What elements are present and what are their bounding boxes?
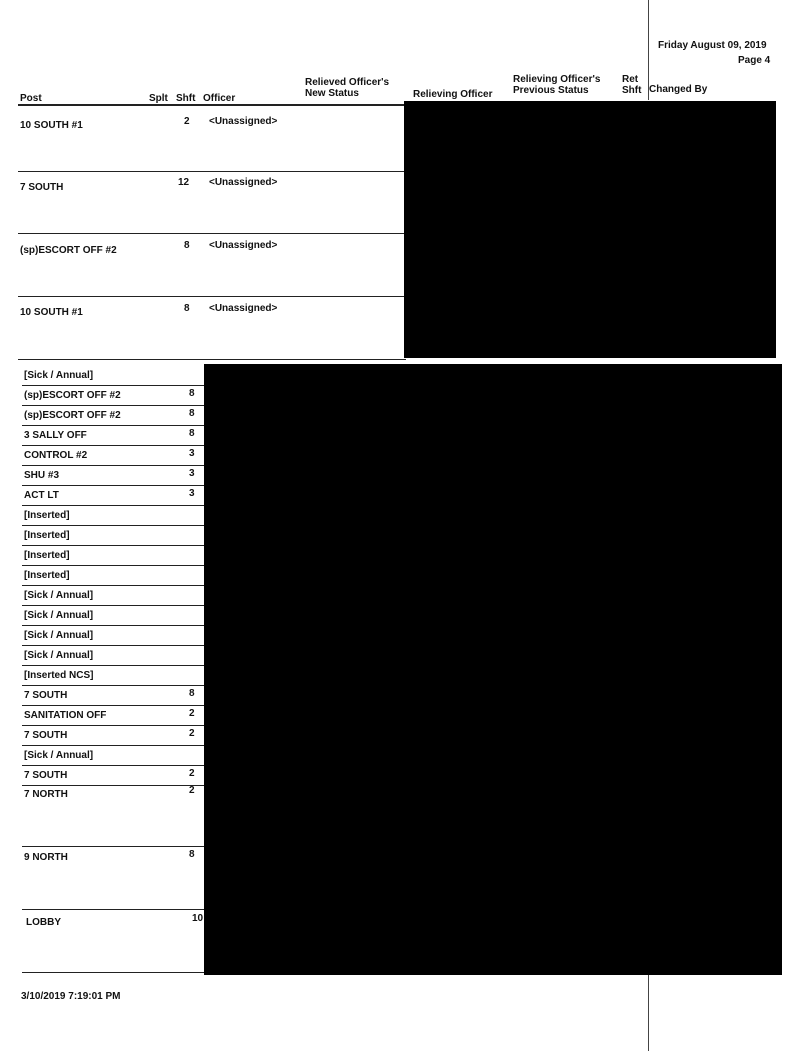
scan-line-bottom [648,975,649,1051]
row-post: 9 NORTH [24,852,68,863]
row-post: SANITATION OFF [24,710,107,721]
row-divider [18,171,406,172]
row-shft: 12 [178,177,190,188]
column-header-relieving-prev-status [513,74,600,96]
row-officer: <Unassigned> [209,240,278,251]
row-officer: <Unassigned> [209,303,278,314]
column-header-relieved-status-line1: Relieved Officer's [305,77,390,88]
row-officer: <Unassigned> [209,177,278,188]
row-post: [Sick / Annual] [24,590,94,601]
row-post: [Inserted] [24,530,70,541]
row-divider [22,465,204,466]
row-divider [22,685,204,686]
row-divider [22,525,204,526]
column-header-relieved-status [305,77,389,99]
row-divider [22,846,204,847]
row-post: 7 SOUTH [24,770,68,781]
column-header-post: Post [20,93,42,104]
row-post: [Sick / Annual] [24,750,94,761]
column-header-ret-shft [622,74,641,96]
redaction-block-top [404,101,776,358]
row-divider [22,972,204,973]
row-divider [22,665,204,666]
row-divider [22,705,204,706]
row-shft: 8 [189,388,195,399]
row-post: ACT LT [24,490,59,501]
column-header-ret: Ret [622,74,639,85]
row-post: SHU #3 [24,470,60,481]
column-header-relieving-prev-line1: Relieving Officer's [513,74,601,85]
row-shft: 2 [189,768,195,779]
row-shft: 2 [189,728,195,739]
row-divider [22,765,204,766]
row-post: 10 SOUTH #1 [20,307,83,318]
column-header-shft2: Shft [622,85,642,96]
row-divider [22,565,204,566]
row-post: CONTROL #2 [24,450,88,461]
column-header-splt: Splt [149,93,168,104]
row-post: 7 SOUTH [24,690,68,701]
column-header-relieving-officer: Relieving Officer [413,89,493,100]
report-date: Friday August 09, 2019 [658,40,767,51]
row-divider [22,505,204,506]
row-post: LOBBY [26,917,61,928]
column-header-relieving-prev-line2: Previous Status [513,85,589,96]
row-divider [22,425,204,426]
row-post: [Inserted NCS] [24,670,94,681]
row-post: 7 NORTH [24,789,68,800]
row-shft: 10 [192,913,204,924]
page-number: Page 4 [738,55,771,66]
row-post: [Inserted] [24,550,70,561]
row-post: [Sick / Annual] [24,630,94,641]
column-header-changed-by: Changed By [649,84,708,95]
row-post: 7 SOUTH [20,182,64,193]
row-shft: 8 [189,849,195,860]
row-post: (sp)ESCORT OFF #2 [20,245,117,256]
row-post: (sp)ESCORT OFF #2 [24,410,121,421]
row-officer: <Unassigned> [209,116,278,127]
row-post: [Sick / Annual] [24,610,94,621]
row-divider [18,296,406,297]
row-divider [22,385,204,386]
row-divider [22,625,204,626]
row-shft: 8 [189,408,195,419]
row-shft: 3 [189,488,195,499]
row-shft: 8 [189,688,195,699]
row-shft: 8 [184,240,190,251]
row-divider [22,545,204,546]
row-divider [22,405,204,406]
row-divider [22,909,204,910]
row-post: 10 SOUTH #1 [20,120,83,131]
row-divider [22,725,204,726]
row-divider [22,605,204,606]
column-header-officer: Officer [203,93,236,104]
row-post: [Sick / Annual] [24,650,94,661]
row-divider [22,785,204,786]
row-divider [22,645,204,646]
footer-timestamp: 3/10/2019 7:19:01 PM [21,991,121,1002]
column-header-shft: Shft [176,93,196,104]
row-divider [22,485,204,486]
redaction-block-bottom [204,364,782,975]
scan-line-top [648,0,649,100]
row-divider [22,745,204,746]
row-divider [18,359,406,360]
row-post: (sp)ESCORT OFF #2 [24,390,121,401]
column-header-relieved-status-line2: New Status [305,88,359,99]
row-post: 3 SALLY OFF [24,430,87,441]
row-shft: 2 [189,708,195,719]
row-post: [Inserted] [24,570,70,581]
row-divider [18,233,406,234]
row-shft: 3 [189,468,195,479]
row-shft: 3 [189,448,195,459]
row-post: [Sick / Annual] [24,370,94,381]
row-shft: 8 [184,303,190,314]
row-shft: 2 [189,785,195,796]
row-shft: 8 [189,428,195,439]
row-divider [22,585,204,586]
row-divider [22,445,204,446]
row-post: [Inserted] [24,510,70,521]
row-post: 7 SOUTH [24,730,68,741]
row-shft: 2 [184,116,190,127]
